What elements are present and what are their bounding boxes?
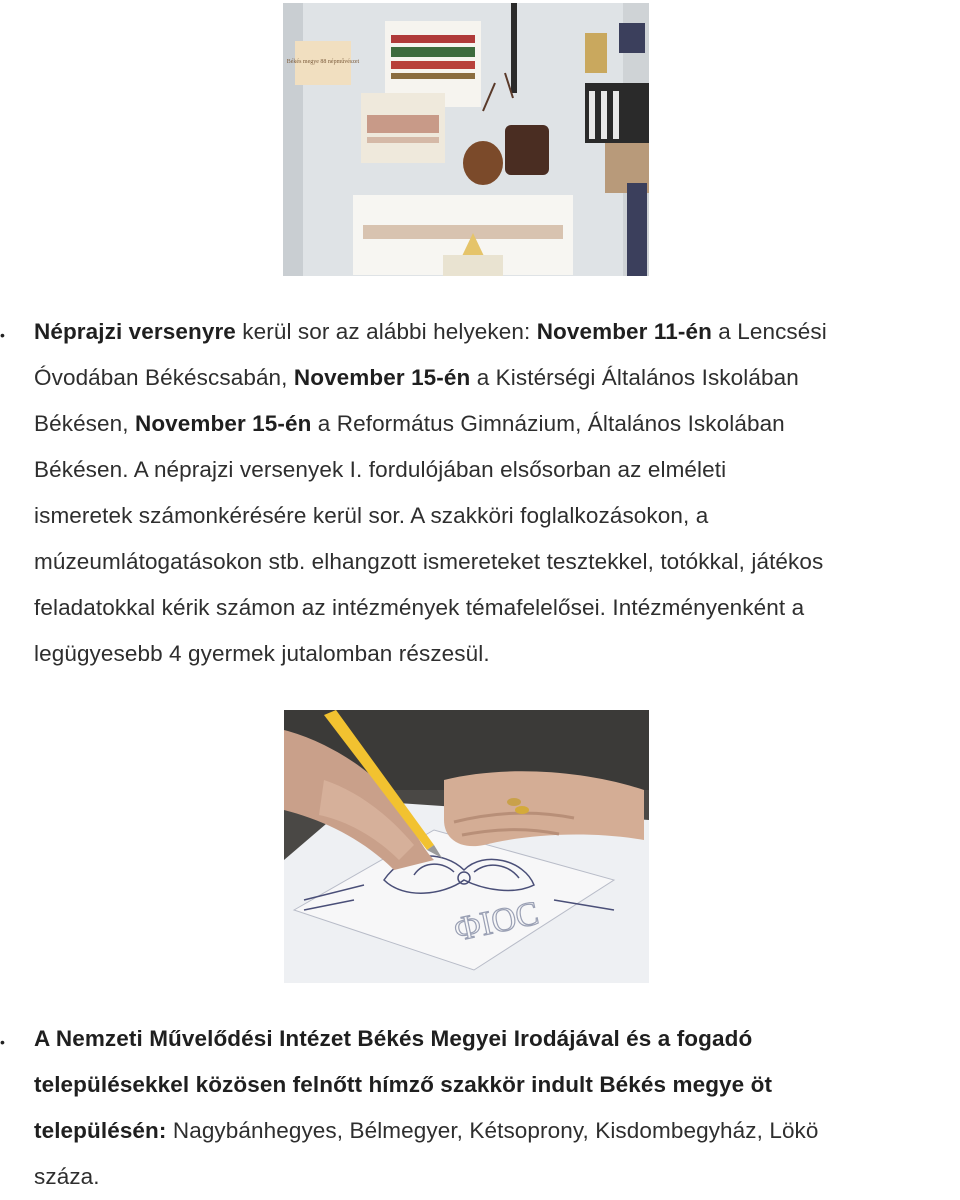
- text-span: Békésen,: [34, 411, 135, 436]
- text-line: [34, 401, 960, 447]
- text-span: a Lencsési: [711, 319, 827, 344]
- exhibition-photo: [283, 3, 649, 276]
- text-line: [34, 1016, 960, 1062]
- text-line: [34, 1108, 960, 1154]
- item-text: [34, 309, 960, 677]
- text-line: ismeretek számonkérésére kerül sor. A szakköri foglalkozásokon, a: [34, 503, 709, 528]
- text-span: a Református Gimnázium, Általános Iskolában: [311, 411, 785, 436]
- exhibition-card-text: Békés megye 88 népművészet: [286, 59, 360, 65]
- text-span: Óvodában Békéscsabán,: [34, 365, 294, 390]
- bullet-dot: •: [0, 1034, 5, 1050]
- text-line: feladatokkal kérik számon az intézmények témafelelősei. Intézményenként a: [34, 595, 805, 620]
- text-span: a Kistérségi Általános Iskolában: [470, 365, 799, 390]
- bold-phrase: November 15-én: [134, 411, 312, 436]
- text-line: [34, 1062, 960, 1108]
- bold-phrase: A Nemzeti Művelődési Intézet Békés Megyei Irodájával és a fogadó: [34, 1026, 753, 1051]
- bold-phrase: November 11-én: [536, 319, 712, 344]
- text-line: legügyesebb 4 gyermek jutalomban részesül.: [34, 641, 490, 666]
- text-line: száza.: [34, 1164, 100, 1189]
- text-span: Nagybánhegyes, Bélmegyer, Kétsoprony, Kisdombegyház, Lökö: [166, 1118, 819, 1143]
- bullet-dot: •: [0, 327, 5, 343]
- bold-phrase: November 15-én: [293, 365, 471, 390]
- text-line: Békésen. A néprajzi versenyek I. fordulójában elsősorban az elméleti: [34, 457, 727, 482]
- item-text: [34, 1016, 960, 1200]
- text-line: [34, 309, 960, 355]
- bold-phrase: településén:: [34, 1118, 167, 1143]
- embroidery-drawing-photo: [284, 710, 649, 983]
- text-span: kerül sor az alábbi helyeken:: [235, 319, 537, 344]
- text-line: [34, 355, 960, 401]
- drawing-letters: ФIOC: [450, 894, 542, 949]
- text-line: múzeumlátogatásokon stb. elhangzott ismereteket tesztekkel, totókkal, játékos: [34, 549, 824, 574]
- bold-phrase: Néprajzi versenyre: [34, 319, 236, 344]
- bold-phrase: településekkel közösen felnőtt hímző szakkör indult Békés megye öt: [34, 1072, 773, 1097]
